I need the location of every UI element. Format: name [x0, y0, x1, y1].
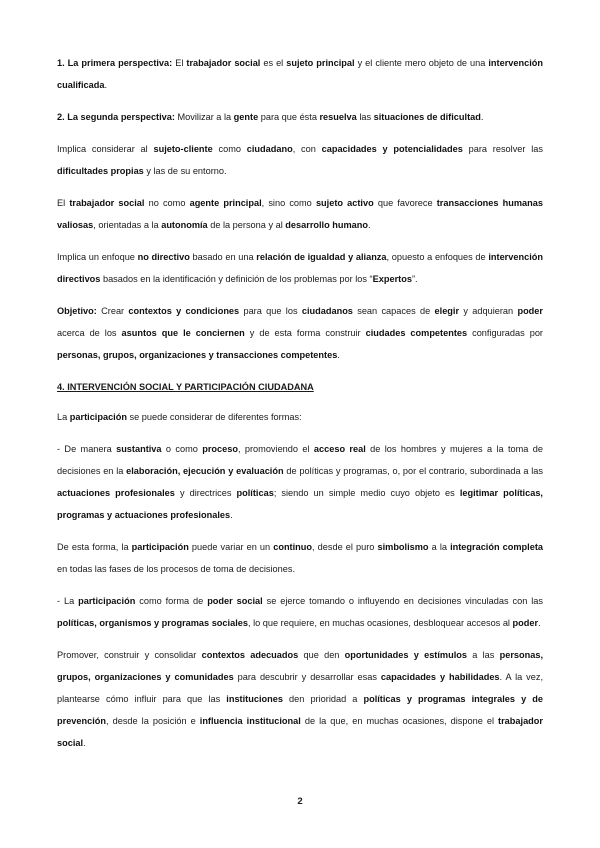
bold-text: no directivo [137, 252, 190, 262]
text-run: puede variar en un [188, 542, 274, 552]
bold-text: capacidades y habilidades [380, 672, 500, 682]
bold-text: desarrollo humano [285, 220, 368, 230]
bold-text: instituciones [226, 694, 283, 704]
paragraph [57, 406, 543, 428]
paragraph [57, 438, 543, 526]
paragraph [57, 106, 543, 128]
text-run: de políticas y programas, o, por el contrario, subordinada a las [283, 466, 543, 476]
text-run: Implica considerar al [57, 144, 154, 154]
text-run: Crear [96, 306, 129, 316]
text-run: y adquieran [459, 306, 518, 316]
bold-text: políticas [236, 488, 274, 498]
bold-text: oportunidades y estímulos [344, 650, 467, 660]
bold-text: transacciones humanas valiosas [57, 198, 543, 230]
text-run: El [172, 58, 187, 68]
bold-text: sustantiva [116, 444, 162, 454]
text-run: , desde el puro [312, 542, 378, 552]
bold-text: intervención directivos [57, 252, 543, 284]
text-run: Movilizar a la [174, 112, 234, 122]
text-run: que favorece [373, 198, 437, 208]
text-run: Promover, construir y consolidar [57, 650, 202, 660]
bold-text: elegir [434, 306, 460, 316]
text-run: para descubrir y desarrollar esas [233, 672, 381, 682]
bold-text: sujeto-cliente [153, 144, 213, 154]
text-run: se puede considerar de diferentes formas: [126, 412, 302, 422]
text-run: y el cliente mero objeto de una [354, 58, 489, 68]
bold-text: personas, grupos, organizaciones y comunidades [57, 650, 544, 682]
text-run: , orientadas a la [93, 220, 162, 230]
text-run: para que ésta [258, 112, 320, 122]
text-run: basado en una [189, 252, 257, 262]
text-run: y las de su entorno. [143, 166, 227, 176]
bold-text: legitimar políticas, programas y actuaciones profesionales [57, 488, 543, 520]
paragraph [57, 590, 543, 634]
bold-text: intervención cualificada [57, 58, 544, 90]
participation-block [57, 406, 543, 754]
bold-text: participación [78, 596, 136, 606]
text-run: en todas las fases de los procesos de toma de decisiones. [57, 564, 295, 574]
paragraph [57, 138, 543, 182]
bold-text: trabajador social [57, 716, 543, 748]
text-run: De esta forma, la [57, 542, 132, 552]
text-run: para que los [239, 306, 302, 316]
text-run: den prioridad a [282, 694, 364, 704]
text-run: se ejerce tomando o influyendo en decisiones vinculadas con las [262, 596, 543, 606]
bold-text: Expertos [372, 274, 412, 284]
text-run: El [57, 198, 70, 208]
bold-text: acceso real [313, 444, 366, 454]
text-run: , sino como [261, 198, 316, 208]
bold-text: participación [69, 412, 127, 422]
text-run: y de esta forma construir [244, 328, 366, 338]
bold-text: continuo [273, 542, 313, 552]
text-run: . [230, 510, 233, 520]
text-run: para resolver las [462, 144, 543, 154]
paragraph [57, 246, 543, 290]
text-run: que den [298, 650, 345, 660]
text-run: - De manera [57, 444, 117, 454]
text-run: , opuesto a enfoques de [386, 252, 489, 262]
text-run: de la persona y al [207, 220, 286, 230]
text-run: Implica un enfoque [57, 252, 138, 262]
bold-text: integración completa [450, 542, 543, 552]
bold-text: contextos y condiciones [128, 306, 240, 316]
bold-text: autonomía [161, 220, 208, 230]
text-run: como forma de [135, 596, 208, 606]
bold-text: contextos adecuados [201, 650, 299, 660]
bold-text: resuelva [319, 112, 357, 122]
bold-text: personas, grupos, organizaciones y transacciones competentes [57, 350, 338, 360]
text-run: , con [292, 144, 322, 154]
bold-text: sujeto principal [286, 58, 355, 68]
bold-text: dificultades propias [57, 166, 144, 176]
text-run: , promoviendo el [237, 444, 314, 454]
text-run: o como [161, 444, 203, 454]
bold-text: relación de igualdad y alianza [256, 252, 387, 262]
bold-text: ciudades competentes [365, 328, 468, 338]
text-run: de la que, en muchas ocasiones, dispone el [300, 716, 499, 726]
bold-text: agente principal [189, 198, 262, 208]
text-run: sean capaces de [352, 306, 435, 316]
bold-text: capacidades y potencialidades [321, 144, 463, 154]
text-run: - La [57, 596, 79, 606]
bold-text: políticas, organismos y programas sociales [57, 618, 248, 628]
document-body [57, 52, 543, 764]
section-heading: 4. INTERVENCIÓN SOCIAL Y PARTICIPACIÓN CIUDADANA [57, 382, 314, 392]
text-run: . [83, 738, 86, 748]
bold-text: participación [131, 542, 189, 552]
bold-text: elaboración, ejecución y evaluación [126, 466, 284, 476]
text-run: basados en la identificación y definición de los problemas por los “ [100, 274, 373, 284]
bold-text: proceso [202, 444, 238, 454]
text-run: . [337, 350, 340, 360]
text-run: como [212, 144, 247, 154]
bold-text: políticas y programas integrales y de prevención [57, 694, 543, 726]
text-run: es el [260, 58, 287, 68]
bold-text: influencia institucional [199, 716, 301, 726]
page-number: 2 [297, 796, 303, 807]
paragraph [57, 52, 543, 96]
bold-text: trabajador social [186, 58, 261, 68]
text-run: La [57, 412, 70, 422]
text-run: no como [144, 198, 190, 208]
text-run: . [368, 220, 371, 230]
text-run: . [480, 112, 484, 122]
bold-text: actuaciones profesionales [57, 488, 175, 498]
text-run: a la [428, 542, 451, 552]
bold-text: 2. La segunda perspectiva: [57, 112, 175, 122]
text-run: , desde la posición e [106, 716, 200, 726]
bold-text: sujeto activo [315, 198, 374, 208]
text-run: ”. [411, 274, 418, 284]
bold-text: ciudadanos [301, 306, 353, 316]
text-run: . A la vez, plantearse cómo influir para que las [57, 672, 544, 704]
text-run: las [356, 112, 374, 122]
paragraph [57, 536, 543, 580]
paragraph [57, 192, 543, 236]
text-run: de los hombres y mujeres a la toma de decisiones en la [57, 444, 544, 476]
bold-text: situaciones de dificultad [373, 112, 481, 122]
bold-text: simbolismo [377, 542, 429, 552]
text-run: y directrices [174, 488, 237, 498]
bold-text: poder social [207, 596, 263, 606]
bold-text: 1. La primera perspectiva: [57, 58, 173, 68]
text-run: , lo que requiere, en muchas ocasiones, desbloquear accesos al [247, 618, 513, 628]
paragraph [57, 300, 543, 366]
bold-text: trabajador social [69, 198, 145, 208]
text-run: configuradas por [467, 328, 543, 338]
text-run: . [538, 618, 541, 628]
text-run: ; siendo un simple medio cuyo objeto es [273, 488, 460, 498]
bold-text: Objetivo: [57, 306, 97, 316]
bold-text: poder [512, 618, 539, 628]
paragraph [57, 644, 543, 754]
text-run: . [104, 80, 108, 90]
bold-text: asuntos que le conciernen [121, 328, 245, 338]
bold-text: poder [517, 306, 543, 316]
bold-text: ciudadano [246, 144, 293, 154]
bold-text: gente [233, 112, 259, 122]
text-run: acerca de los [57, 328, 122, 338]
perspectives-block [57, 52, 543, 366]
text-run: a las [466, 650, 500, 660]
